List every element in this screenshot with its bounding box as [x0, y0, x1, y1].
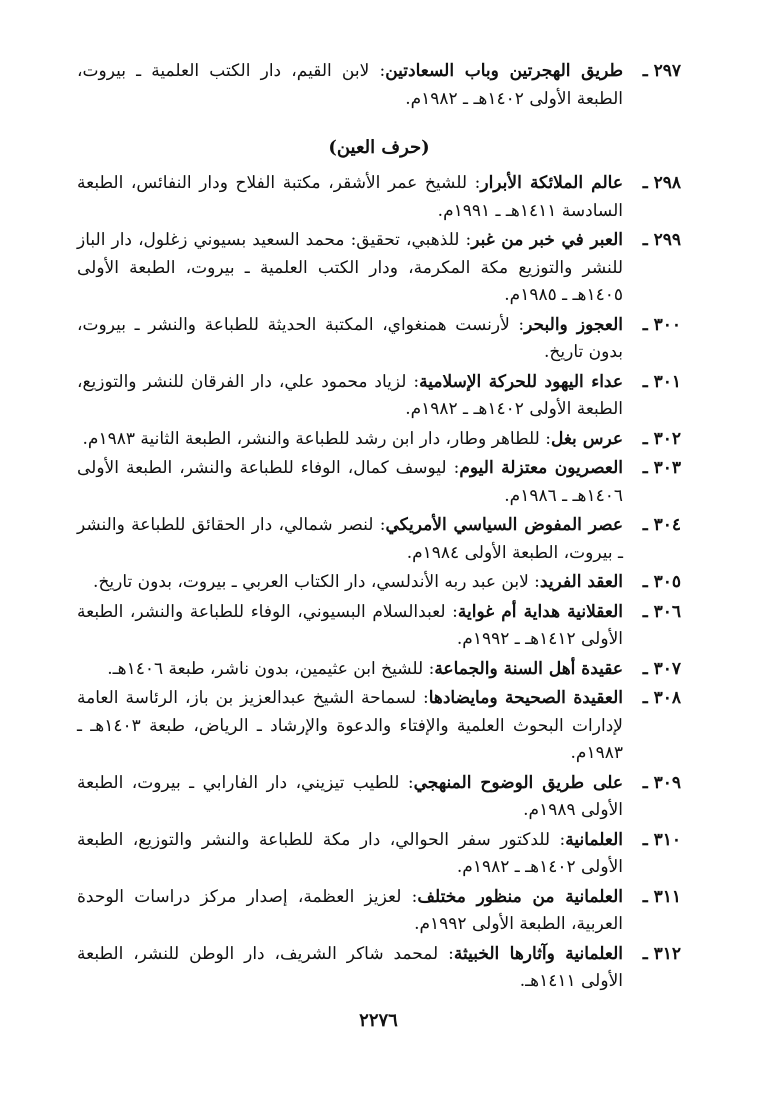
entry-details: : لسماحة الشيخ عبدالعزيز بن باز، الرئاسة العامة لإدارات البحوث العلمية والإفتاء والدعوة والإرشاد ـ الرياض، طبعة ١٤٠٣هـ ـ ١٩٨٣م.: [77, 688, 623, 763]
entry-number: ٣٠٤ ـ: [642, 515, 681, 535]
entry-title: العقد الفريد: [539, 572, 623, 592]
entry-number: ٢٩٧ ـ: [642, 61, 681, 81]
section-heading: (حرف العين): [328, 137, 430, 158]
bibliography-entry: [77, 369, 681, 424]
entry-title: العجوز والبحر: [524, 314, 623, 335]
entry-title: العلمانية من منظور مختلف: [417, 886, 623, 907]
entry-details: : للطاهر وطار، دار ابن رشد للطباعة والنشر، الطبعة الثانية ١٩٨٣م.: [82, 428, 551, 449]
bibliography-entry: [77, 685, 681, 768]
entry-title: عقيدة أهل السنة والجماعة: [434, 658, 623, 679]
bibliography-entry: [77, 884, 681, 939]
entry-title: العبر في خبر من غبر: [471, 230, 623, 250]
bibliography-entry: [77, 58, 681, 113]
bibliography-page: [77, 58, 681, 998]
entry-details: : لعبدالسلام البسيوني، الوفاء للطباعة والنشر، الطبعة الأولى ١٤١٢هـ ـ ١٩٩٢م.: [77, 601, 623, 649]
entry-number: ٢٩٨ ـ: [642, 173, 681, 193]
entry-number: ٣٠٧ ـ: [642, 658, 681, 679]
bibliography-entry: [77, 455, 681, 510]
page-number: ٢٢٧٦: [359, 1010, 398, 1031]
entry-title: العقيدة الصحيحة ومايضادها: [428, 688, 623, 708]
entry-details: : لنصر شمالي، دار الحقائق للطباعة والنشر ـ بيروت، الطبعة الأولى ١٩٨٤م.: [77, 515, 623, 563]
bibliography-entry: [77, 827, 681, 882]
bibliography-entry: [77, 227, 681, 310]
entry-number: ٣٠١ ـ: [642, 371, 681, 392]
entry-details: : لعزيز العظمة، إصدار مركز دراسات الوحدة العربية، الطبعة الأولى ١٩٩٢م.: [77, 886, 623, 934]
entry-title: العصريون معتزلة اليوم: [459, 458, 623, 478]
entry-title: طريق الهجرتين وباب السعادتين: [385, 61, 623, 81]
entry-title: العلمانية وآثارها الخبيثة: [453, 943, 623, 964]
bibliography-entry: [77, 569, 681, 597]
entry-details: : لابن عبد ربه الأندلسي، دار الكتاب العربي ـ بيروت، بدون تاريخ.: [93, 572, 540, 592]
entry-title: عالم الملائكة الأبرار: [480, 173, 623, 193]
entry-details: : للذهبي، تحقيق: محمد السعيد بسيوني زغلول، دار الباز للنشر والتوزيع مكة المكرمة، ودار الكتب العلمية ـ بيروت، الطبعة الأولى ١٤٠٥هـ ـ ١٩٨٥م.: [77, 230, 623, 305]
entry-details: : للدكتور سفر الحوالي، دار مكة للطباعة والنشر والتوزيع، الطبعة الأولى ١٤٠٢هـ ـ ١٩٨٢م.: [77, 829, 623, 877]
bibliography-entry: [77, 656, 681, 684]
entry-title: عرس بغل: [550, 428, 623, 449]
entry-number: ٢٩٩ ـ: [642, 230, 681, 250]
bibliography-entry: [77, 312, 681, 367]
entry-title: العلمانية: [565, 829, 623, 850]
entry-details: : لابن القيم، دار الكتب العلمية ـ بيروت، الطبعة الأولى ١٤٠٢هـ ـ ١٩٨٢م.: [77, 61, 623, 109]
bibliography-entry: [77, 599, 681, 654]
entry-details: : للشيخ ابن عثيمين، بدون ناشر، طبعة ١٤٠٦هـ.: [107, 658, 435, 679]
bibliography-entry: [77, 941, 681, 996]
entry-number: ٣٠٥ ـ: [642, 572, 681, 592]
bibliography-entry: [77, 426, 681, 454]
entry-number: ٣١٢ ـ: [642, 943, 681, 964]
bibliography-entry: [77, 170, 681, 225]
entry-number: ٣٠٣ ـ: [642, 458, 681, 478]
entry-details: : للشيخ عمر الأشقر، مكتبة الفلاح ودار النفائس، الطبعة السادسة ١٤١١هـ ـ ١٩٩١م.: [77, 173, 623, 221]
entry-details: : ليوسف كمال، الوفاء للطباعة والنشر، الطبعة الأولى ١٤٠٦هـ ـ ١٩٨٦م.: [77, 458, 623, 506]
entry-details: : للطيب تيزيني، دار الفارابي ـ بيروت، الطبعة الأولى ١٩٨٩م.: [77, 772, 623, 820]
entry-number: ٣٠٨ ـ: [642, 688, 681, 708]
entry-number: ٣١١ ـ: [642, 886, 681, 907]
entry-number: ٣٠٠ ـ: [642, 314, 681, 335]
entry-details: : لأرنست همنغواي، المكتبة الحديثة للطباعة والنشر ـ بيروت، بدون تاريخ.: [77, 314, 623, 362]
entry-number: ٣٠٦ ـ: [642, 601, 681, 622]
bibliography-entry: [77, 512, 681, 567]
entry-number: ٣٠٢ ـ: [642, 428, 681, 449]
entry-title: العقلانية هداية أم غواية: [457, 601, 623, 622]
entry-details: : لزياد محمود علي، دار الفرقان للنشر والتوزيع، الطبعة الأولى ١٤٠٢هـ ـ ١٩٨٢م.: [77, 371, 623, 419]
entry-number: ٣٠٩ ـ: [642, 772, 681, 793]
entry-title: على طريق الوضوح المنهجي: [413, 772, 624, 793]
entry-title: عصر المفوض السياسي الأمريكي: [385, 515, 623, 535]
entry-title: عداء اليهود للحركة الإسلامية: [419, 371, 623, 392]
entry-number: ٣١٠ ـ: [642, 829, 681, 850]
entry-details: : لمحمد شاكر الشريف، دار الوطن للنشر، الطبعة الأولى ١٤١١هـ.: [77, 943, 623, 991]
bibliography-entry: [77, 770, 681, 825]
